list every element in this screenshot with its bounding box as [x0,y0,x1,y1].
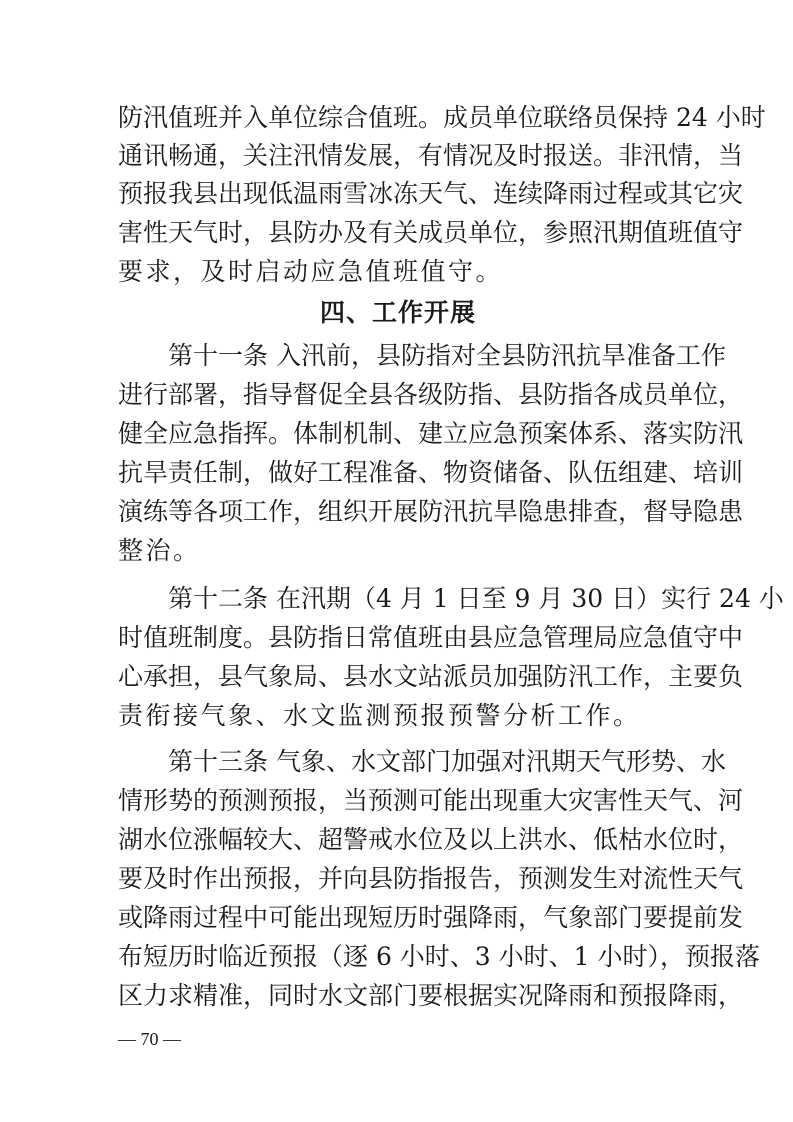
paragraph-line: 第十三条 气象、水文部门加强对汛期天气形势、水 [118,747,726,776]
paragraph-line: 第十二条 在汛期（4 月 1 日至 9 月 30 日）实行 24 小 [118,584,784,613]
paragraph-line: 或降雨过程中可能出现短历时强降雨，气象部门要提前发 [118,903,744,932]
paragraph-line: 要及时作出预报，并向县防指报告，预测发生对流性天气 [118,864,744,893]
paragraph-line: 抗旱责任制，做好工程准备、物资储备、队伍组建、培训 [118,458,744,487]
paragraph-line: 通讯畅通，关注汛情发展，有情况及时报送。非汛情，当 [118,141,744,170]
paragraph-line: 预报我县出现低温雨雪冰冻天气、连续降雨过程或其它灾 [118,179,744,208]
paragraph-line: 布短历时临近预报（逐 6 小时、3 小时、1 小时），预报落 [118,942,761,971]
paragraph-line: 要求，及时启动应急值班值守。 [118,257,504,286]
paragraph-line: 区力求精准，同时水文部门要根据实况降雨和预报降雨， [118,981,744,1010]
paragraph-line: 时值班制度。县防指日常值班由县应急管理局应急值守中 [118,623,744,652]
paragraph-line: 防汛值班并入单位综合值班。成员单位联络员保持 24 小时 [118,103,766,132]
paragraph-line: 健全应急指挥。体制机制、建立应急预案体系、落实防汛 [118,419,744,448]
paragraph-line: 责衔接气象、水文监测预报预警分析工作。 [118,701,641,730]
paragraph-line: 心承担，县气象局、县水文站派员加强防汛工作，主要负 [118,662,744,691]
section-heading: 四、工作开展 [319,298,476,327]
paragraph-line: 情形势的预测预报，当预测可能出现重大灾害性天气、河 [118,786,744,815]
paragraph-line: 湖水位涨幅较大、超警戒水位及以上洪水、低枯水位时， [118,825,744,854]
paragraph-line: 害性天气时，县防办及有关成员单位，参照汛期值班值守 [118,218,744,247]
paragraph-line: 第十一条 入汛前，县防指对全县防汛抗旱准备工作 [118,341,726,370]
page-number: — 70 — [118,1029,181,1049]
paragraph-line: 整治。 [118,536,201,565]
paragraph-line: 演练等各项工作，组织开展防汛抗旱隐患排查，督导隐患 [118,497,744,526]
paragraph-line: 进行部署，指导督促全县各级防指、县防指各成员单位， [118,380,744,409]
